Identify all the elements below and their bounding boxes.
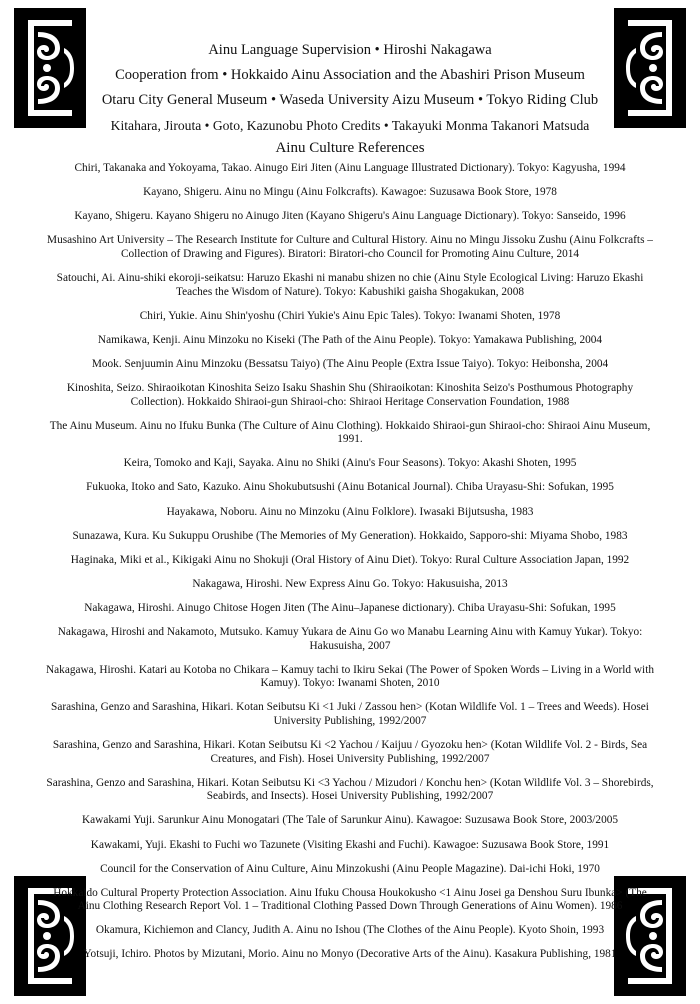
reference-item: Nakagawa, Hiroshi and Nakamoto, Mutsuko. Kamuy Yukara de Ainu Go wo Manabu Learning Ainu with Kamuy Yukar). Tokyo: Hakusuisha, 2007 bbox=[57, 625, 643, 652]
reference-item: Sarashina, Genzo and Sarashina, Hikari. Kotan Seibutsu Ki <3 Yachou / Mizudori / Konchu hen> (Kotan Wildlife Vol. 3 – Shorebirds, Seabirds, and Insects). Hosei University Publishing, 1992/2007 bbox=[46, 776, 654, 803]
reference-item: Kinoshita, Seizo. Shiraoikotan Kinoshita Seizo Isaku Shashin Shu (Shiraoikotan: Kinoshita Seizo's Posthumous Photography Collection). Hokkaido Shiraoi-gun Shiraoi-cho: Shiraoi Heritage Conservation Foundation, 1988 bbox=[66, 381, 634, 408]
reference-item: Okamura, Kichiemon and Clancy, Judith A. Ainu no Ishou (The Clothes of the Ainu People). Kyoto Shoin, 1993 bbox=[95, 924, 605, 937]
reference-item: Chiri, Yukie. Ainu Shin'yoshu (Chiri Yukie's Ainu Epic Tales). Tokyo: Iwanami Shoten, 1978 bbox=[139, 309, 561, 322]
reference-item: Mook. Senjuumin Ainu Minzoku (Bessatsu Taiyo) (The Ainu People (Extra Issue Taiyo). Tokyo: Heibonsha, 2004 bbox=[91, 357, 609, 370]
reference-item: Yotsuji, Ichiro. Photos by Mizutani, Morio. Ainu no Monyo (Decorative Arts of the Ainu). Kasakura Publishing, 1981 bbox=[83, 948, 617, 961]
reference-item: Sarashina, Genzo and Sarashina, Hikari. Kotan Seibutsu Ki <2 Yachou / Kaijuu / Gyozoku hen> (Kotan Wildlife Vol. 2 - Birds, Sea Creatures, and Fish). Hosei University Publishing, 1992/2007 bbox=[52, 739, 648, 765]
ainu-pattern-corner-ornament-top-right bbox=[614, 8, 686, 128]
credits-line: Otaru City General Museum • Waseda University Aizu Museum • Tokyo Riding Club bbox=[101, 92, 599, 108]
reference-item: Keira, Tomoko and Kaji, Sayaka. Ainu no Shiki (Ainu's Four Seasons). Tokyo: Akashi Shoten, 1995 bbox=[123, 457, 577, 470]
reference-item: Kayano, Shigeru. Ainu no Mingu (Ainu Folkcrafts). Kawagoe: Suzusawa Book Store, 1978 bbox=[143, 186, 557, 199]
reference-item: Sarashina, Genzo and Sarashina, Hikari. Kotan Seibutsu Ki <1 Juki / Zassou hen> (Kotan Wildlife Vol. 1 – Trees and Weeds). Hosei University Publishing, 1992/2007 bbox=[51, 701, 649, 727]
reference-item: Namikawa, Kenji. Ainu Minzoku no Kiseki (The Path of the Ainu People). Tokyo: Yamakawa Publishing, 2004 bbox=[97, 333, 603, 346]
reference-item: Nakagawa, Hiroshi. New Express Ainu Go. Tokyo: Hakusuisha, 2013 bbox=[192, 577, 508, 590]
reference-item: Nakagawa, Hiroshi. Katari au Kotoba no Chikara – Kamuy tachi to Ikiru Sekai (The Power of Spoken Words – Living in a World with Kamuy). Tokyo: Iwanami Shoten, 2010 bbox=[46, 663, 654, 690]
reference-item: Hayakawa, Noboru. Ainu no Minzoku (Ainu Folklore). Iwasaki Bijutsusha, 1983 bbox=[166, 505, 534, 518]
credits-line: Cooperation from • Hokkaido Ainu Association and the Abashiri Prison Museum bbox=[115, 67, 585, 83]
reference-item: Hokkaido Cultural Property Protection Association. Ainu Ifuku Chousa Houkokusho <1 Ainu Josei ga Denshou Suru Ibunka> (The Ainu Clothing Research Report Vol. 1 – Traditional Clothing Passed Down Through Generations of Ainu Women). 1986 bbox=[53, 886, 647, 913]
reference-item: Council for the Conservation of Ainu Culture, Ainu Minzokushi (Ainu People Magazine). Dai-ichi Hoki, 1970 bbox=[100, 862, 600, 875]
reference-item: Nakagawa, Hiroshi. Ainugo Chitose Hogen Jiten (The Ainu–Japanese dictionary). Chiba Urayasu-Shi: Sofukan, 1995 bbox=[84, 601, 616, 614]
reference-item: Satouchi, Ai. Ainu-shiki ekoroji-seikatsu: Haruzo Ekashi ni manabu shizen no chie (Ainu Style Ecological Living: Haruzo Ekashi Teaches the Wisdom of Nature). Tokyo: Kabushiki gaisha Shogakukan, 2008 bbox=[56, 271, 644, 298]
reference-item: Kawakami Yuji. Sarunkur Ainu Monogatari (The Tale of Sarunkur Ainu). Kawagoe: Suzusawa Book Store, 2003/2005 bbox=[81, 814, 619, 827]
credits-block bbox=[84, 38, 616, 138]
reference-item: Fukuoka, Itoko and Sato, Kazuko. Ainu Shokubutsushi (Ainu Botanical Journal). Chiba Urayasu-Shi: Sofukan, 1995 bbox=[86, 481, 614, 494]
references-list bbox=[44, 162, 656, 962]
credits-line: Kitahara, Jirouta • Goto, Kazunobu Photo Credits • Takayuki Monma Takanori Matsuda bbox=[110, 118, 590, 133]
ainu-pattern-corner-ornament-top-left bbox=[14, 8, 86, 128]
credits-line: Ainu Language Supervision • Hiroshi Nakagawa bbox=[208, 42, 492, 58]
reference-item: Haginaka, Miki et al., Kikigaki Ainu no Shokuji (Oral History of Ainu Diet). Tokyo: Rural Culture Association Japan, 1992 bbox=[70, 553, 630, 566]
reference-item: The Ainu Museum. Ainu no Ifuku Bunka (The Culture of Ainu Clothing). Hokkaido Shiraoi-gun Shiraoi-cho: Shiraoi Ainu Museum, 1991. bbox=[49, 419, 651, 446]
reference-item: Musashino Art University – The Research Institute for Culture and Cultural History. Ainu no Mingu Jissoku Zushu (Ainu Folkcrafts – Collection of Drawing and Figures). Biratori: Biratori-cho Council for Promoting Ainu Culture, 2014 bbox=[47, 234, 653, 260]
references-title: Ainu Culture References bbox=[275, 140, 425, 156]
reference-item: Sunazawa, Kura. Ku Sukuppu Orushibe (The Memories of My Generation). Hokkaido, Sapporo-shi: Miyama Shobo, 1983 bbox=[72, 529, 628, 542]
reference-item: Kawakami, Yuji. Ekashi to Fuchi wo Tazunete (Visiting Ekashi and Fuchi). Kawagoe: Suzusawa Book Store, 1991 bbox=[90, 838, 610, 851]
reference-item: Chiri, Takanaka and Yokoyama, Takao. Ainugo Eiri Jiten (Ainu Language Illustrated Dictionary). Tokyo: Kagyusha, 1994 bbox=[74, 162, 626, 174]
reference-item: Kayano, Shigeru. Kayano Shigeru no Ainugo Jiten (Kayano Shigeru's Ainu Language Dictionary). Tokyo: Sanseido, 1996 bbox=[74, 210, 626, 223]
